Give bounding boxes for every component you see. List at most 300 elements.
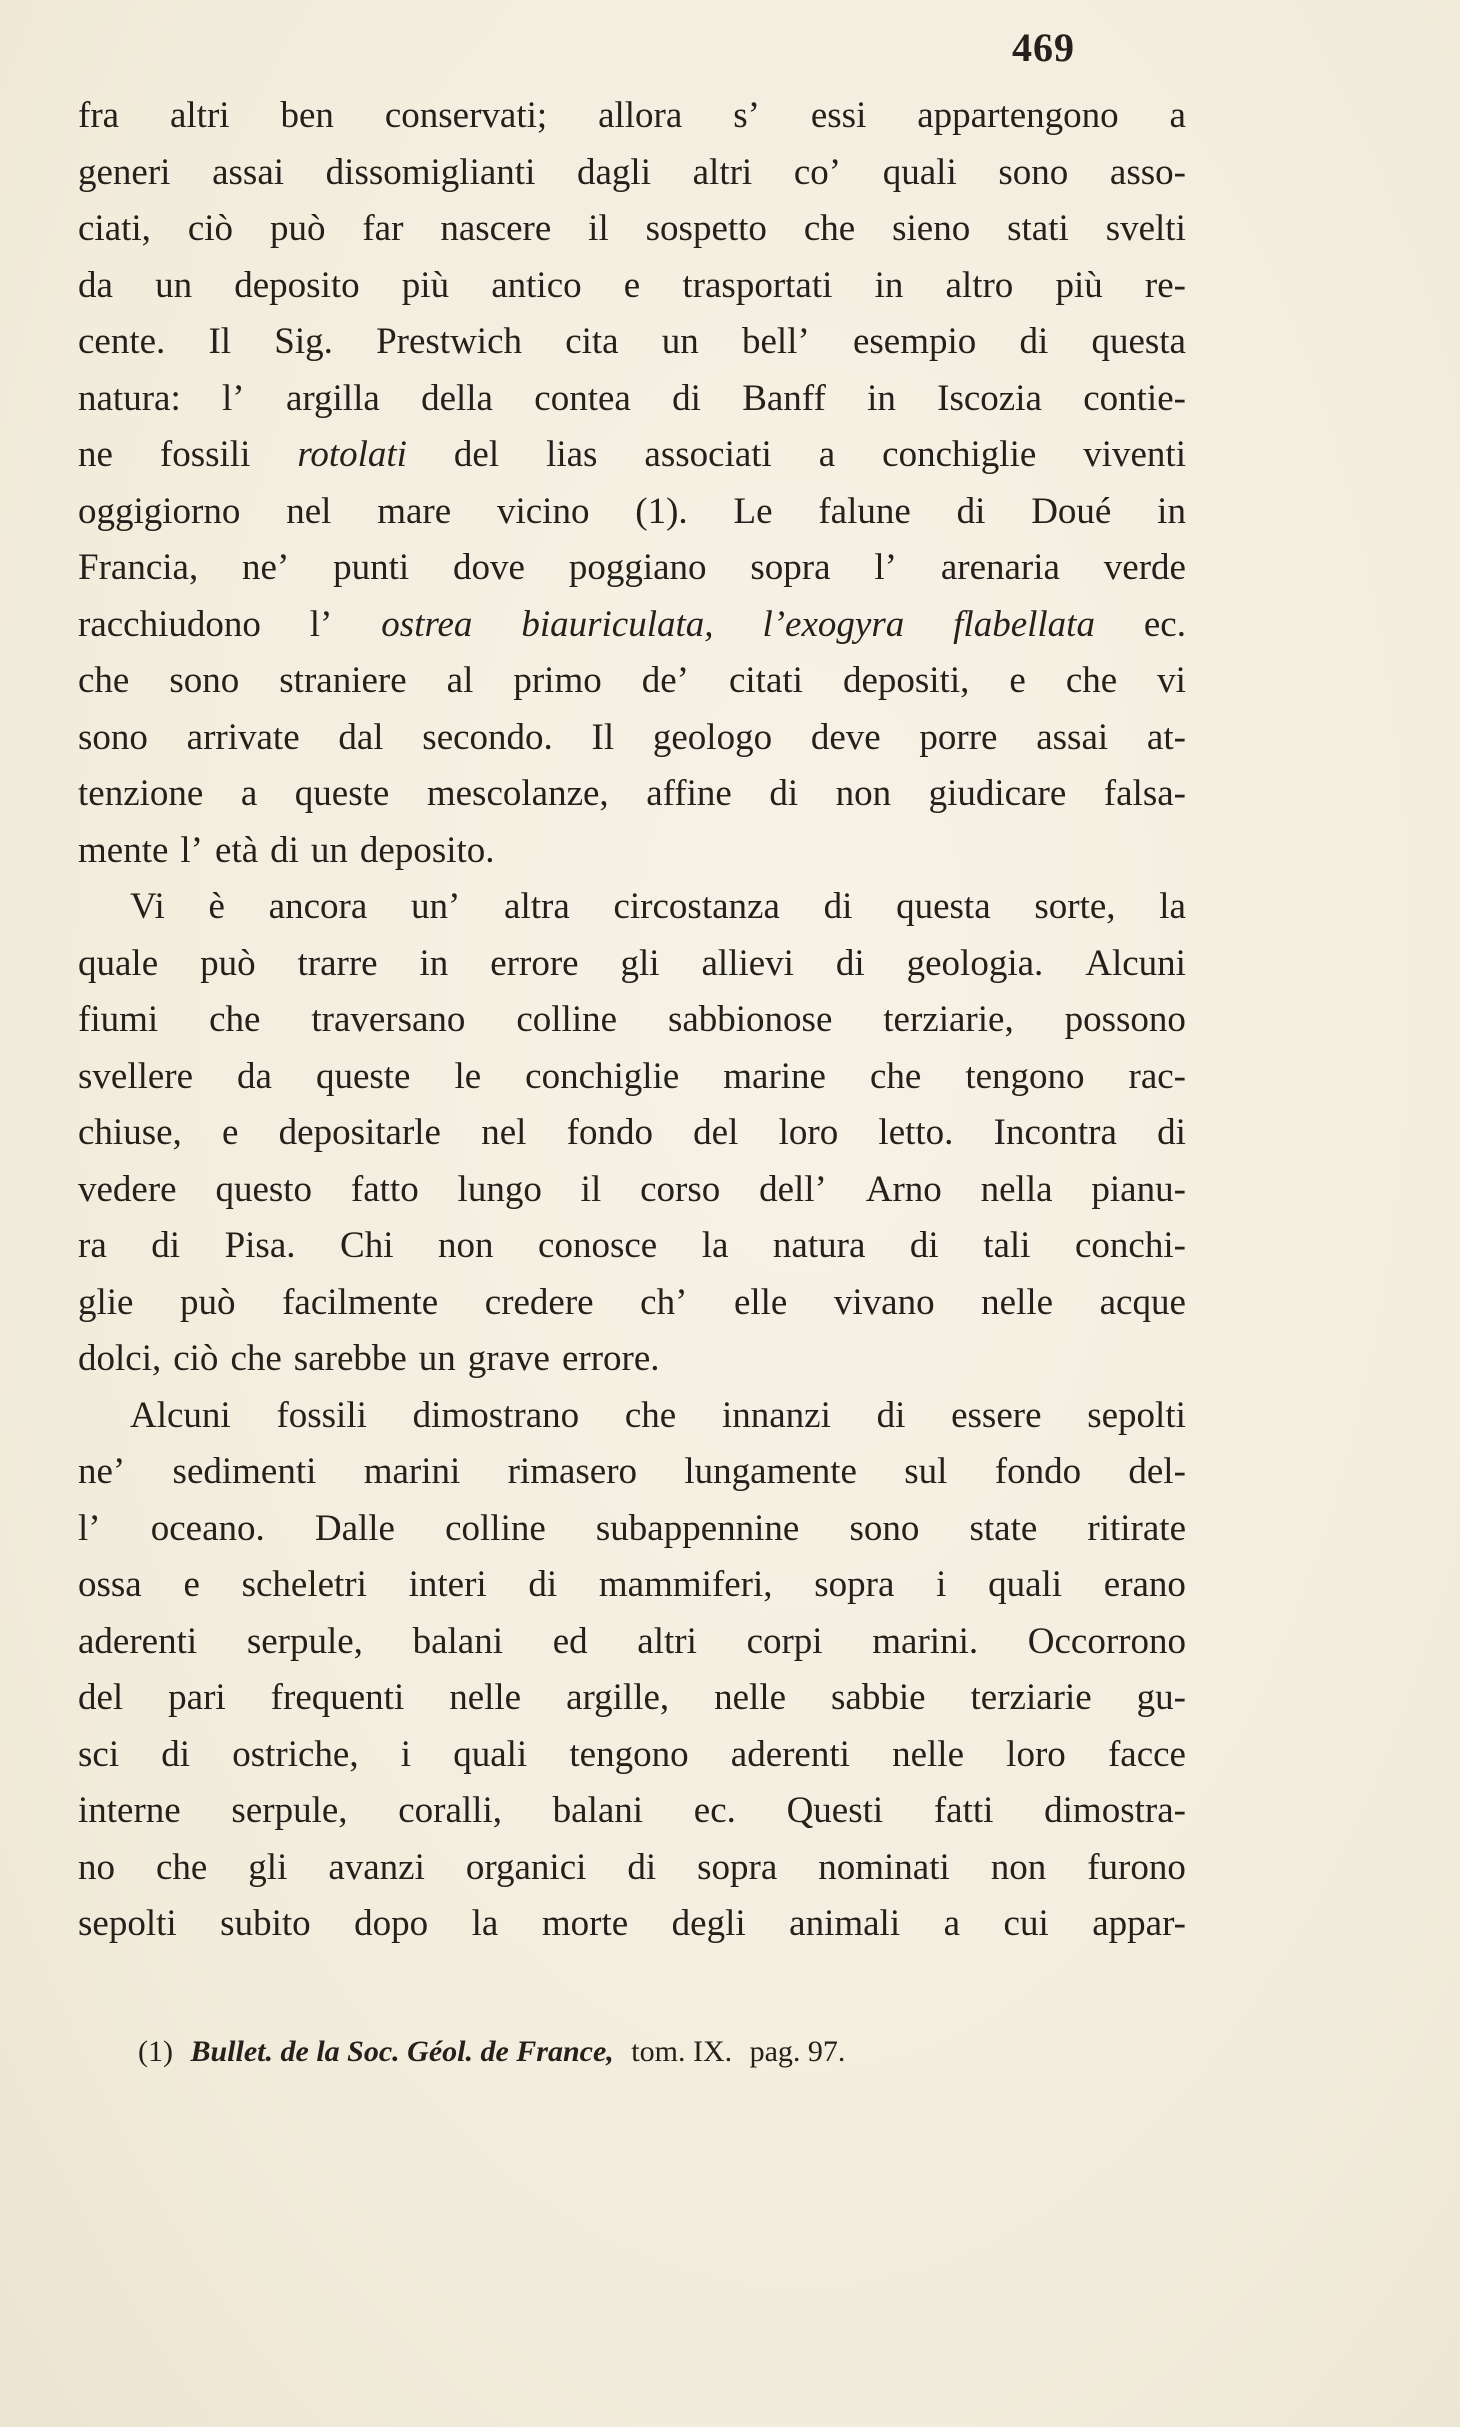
word: trarre [297,942,378,984]
word: errore. [561,1338,660,1379]
word: biauriculata, [521,603,714,645]
word: sorte, [1034,886,1116,927]
word: conosce [538,1225,658,1266]
word: Il [208,321,232,362]
word: allievi [701,942,794,984]
word: Pisa. [224,1225,296,1266]
word: di [161,1733,191,1775]
word: mescolanze, [426,773,609,814]
word: lias [546,434,598,475]
word: sopra [814,1564,895,1605]
word: no [78,1846,115,1888]
word: mente [78,829,169,871]
word: generi [78,151,171,193]
word: deposito. [359,829,495,871]
word: chiuse, [78,1112,182,1153]
word: tali [983,1225,1031,1266]
word: frequenti [270,1677,405,1718]
word: ec. [693,1790,736,1831]
word: loro [778,1112,839,1153]
word: loro [1006,1733,1066,1775]
word: da [237,1055,272,1097]
word: Sig. [274,321,333,362]
word: oceano. [150,1507,265,1549]
word: ossa [78,1564,142,1605]
word: dopo [354,1903,429,1944]
word: non [438,1225,494,1266]
word: quali [882,151,957,193]
text-line [78,201,1186,258]
text-line [78,1105,1186,1162]
word: asso- [1109,151,1186,193]
word: che [803,208,856,249]
word: lungo [457,1168,542,1210]
word: svelti [1105,208,1186,249]
word: Vi [130,886,165,927]
word: poggiano [568,547,707,588]
word: credere [484,1281,594,1323]
word: ritirate [1087,1507,1186,1549]
word: di [835,942,865,984]
word: deve [810,716,881,758]
word: co’ [793,151,842,193]
word: i [400,1733,412,1775]
word: a [1169,95,1186,136]
word: letto. [878,1112,954,1153]
word: di [627,1846,657,1888]
word: dissomiglianti [325,151,536,193]
word: le [454,1055,482,1097]
word: nel [481,1112,527,1153]
word: subappennine [595,1507,800,1549]
word: vivano [833,1281,935,1323]
word: serpule, [246,1620,363,1662]
word: racchiudono [78,603,261,645]
word: mammiferi, [598,1564,773,1605]
word: dell’ [759,1168,827,1210]
word: terziarie, [883,999,1014,1040]
word: Francia, [78,547,199,588]
word: sabbie [831,1677,926,1718]
word: ciò [173,1338,219,1379]
word: state [969,1507,1038,1549]
word: ne’ [78,1451,126,1492]
word: più [1055,264,1103,306]
word: di [1157,1112,1186,1153]
word: altra [504,886,570,927]
word: degli [671,1903,746,1944]
text-line [78,1162,1186,1219]
word: geologo [652,716,773,758]
word: Chi [340,1225,394,1266]
word: far [362,208,404,249]
word: conchiglie [882,434,1037,475]
word: di [769,773,799,814]
word: fiumi [78,999,159,1040]
word: scheletri [241,1564,367,1605]
word: corpi [746,1620,823,1662]
word: sopra [697,1846,778,1888]
word: deposito [234,264,360,306]
word: contie- [1083,377,1186,419]
word: ostriche, [232,1733,359,1775]
word: un [418,1338,456,1379]
word: rotolati [297,434,407,475]
word: natura: [78,377,181,419]
word: assai [1036,716,1109,758]
word: Iscozia [937,377,1042,419]
word: ec. [1143,603,1186,645]
word: sono [169,660,240,701]
word: aderenti [730,1733,850,1775]
word: più [401,264,450,306]
text-line [78,1670,1186,1727]
word: un [310,829,348,871]
word: gu- [1136,1677,1186,1718]
word: natura [772,1225,866,1266]
word: antico [491,264,582,306]
word: furono [1087,1846,1186,1888]
word: l’exogyra [762,603,905,645]
word: oggigiorno [78,490,241,532]
word: acque [1099,1281,1186,1323]
word: appartengono [917,95,1119,136]
word: rimasero [507,1451,638,1492]
word: un [155,264,193,306]
word: di [909,1225,939,1266]
word: (1). [635,490,688,532]
word: gli [620,942,660,984]
word: la [471,1903,499,1944]
text-line [78,484,1186,541]
word: s’ [733,95,760,136]
word: re- [1144,264,1186,306]
word: Incontra [993,1112,1117,1153]
word: serpule, [231,1790,348,1831]
word: cente. [78,321,166,362]
word: sarebbe [293,1338,407,1379]
word: fatti [933,1790,994,1831]
word: vicino [496,490,590,532]
word: di [876,1394,906,1436]
word: in [867,377,896,419]
word: che [78,660,130,701]
word: morte [541,1903,629,1944]
word: nominati [818,1846,950,1888]
word: aderenti [78,1620,198,1662]
word: falune [818,490,911,532]
word: l’ [78,1507,101,1549]
word: non [990,1846,1047,1888]
text-line [78,88,1186,145]
text-line [78,992,1186,1049]
word: altri [169,95,230,136]
word: Arno [865,1168,942,1210]
word: elle [733,1281,788,1323]
word: del [453,434,500,475]
word: grave [467,1338,550,1379]
word: sono [998,151,1069,193]
word: un [661,321,699,362]
word: fra [78,95,120,136]
text-line [78,540,1186,597]
word: che [155,1846,208,1888]
word: de’ [641,660,689,701]
word: Prestwich [376,321,523,362]
word: Occorrono [1027,1620,1186,1662]
word: e [623,264,641,306]
word: dolci, [78,1338,162,1379]
text-line [78,1840,1186,1897]
word: tenzione [78,773,204,814]
text-line [78,427,1186,484]
word: affine [646,773,732,814]
word: vedere [78,1168,177,1210]
word: che [624,1394,677,1436]
word: a [240,773,258,814]
text-line [78,936,1186,993]
word: esempio [852,321,977,362]
word: verde [1103,547,1186,588]
body-text [78,88,1186,1953]
word: sopra [750,547,831,588]
word: sul [904,1451,948,1492]
word: della [421,377,493,419]
word: quali [988,1564,1063,1605]
word: l’ [309,603,333,645]
word: conchi- [1074,1225,1186,1266]
footnote-marker: (1) [138,2035,173,2068]
word: marini. [872,1620,979,1662]
word: sci [78,1733,120,1775]
word: secondo. [422,716,553,758]
word: fossili [276,1394,367,1436]
word: corso [640,1168,721,1210]
text-line [78,314,1186,371]
word: ciati, [78,208,151,249]
word: flabellata [953,603,1095,645]
word: che [1065,660,1118,701]
word: e [183,1564,200,1605]
word: ed [552,1620,588,1662]
word: sepolti [78,1903,177,1944]
word: tengono [569,1733,689,1775]
word: dimostra- [1044,1790,1186,1831]
word: Questi [786,1790,884,1831]
word: ch’ [640,1281,688,1323]
word: di [956,490,986,532]
word: di [823,886,853,927]
word: lungamente [684,1451,857,1492]
word: Il [591,716,615,758]
word: bell’ [741,321,810,362]
word: terziarie [970,1677,1092,1718]
word: vi [1157,660,1186,701]
word: l’ [874,547,897,588]
word: mare [377,490,452,532]
word: erano [1103,1564,1186,1605]
word: in [874,264,904,306]
word: che [209,999,261,1040]
word: ra [78,1225,107,1266]
text-line [78,1049,1186,1106]
word: fatto [350,1168,419,1210]
word: nascere [440,208,552,249]
word: al [446,660,474,701]
word: altri [692,151,753,193]
word: essere [951,1394,1042,1436]
word: in [419,942,449,984]
word: in [1157,490,1186,532]
word: questo [215,1168,313,1210]
word: è [208,886,225,927]
word: quale [78,942,159,984]
text-line [78,258,1186,315]
word: nelle [714,1677,787,1718]
word: fondo [994,1451,1082,1492]
word: possono [1064,999,1186,1040]
word: trasportati [682,264,833,306]
word: altro [945,264,1014,306]
text-line [78,1501,1186,1558]
word: balani [552,1790,644,1831]
word: Dalle [314,1507,395,1549]
word: un’ [410,886,461,927]
word: queste [315,1055,411,1097]
word: primo [513,660,602,701]
word: circostanza [613,886,780,927]
text-line [78,710,1186,767]
text-line [78,1783,1186,1840]
word: contea [534,377,631,419]
word: Banff [742,377,826,419]
word: argilla [285,377,380,419]
text-line [78,1557,1186,1614]
word: straniere [279,660,407,701]
word: dal [338,716,384,758]
word: marine [723,1055,826,1097]
word: di [151,1225,181,1266]
word: quali [453,1733,528,1775]
word: a [818,434,836,475]
word: del [693,1112,739,1153]
word: sabbionose [667,999,833,1040]
word: dove [453,547,525,588]
word: ne’ [242,547,290,588]
text-line [78,1388,1186,1445]
text-line [78,1218,1186,1275]
text-line [78,879,1186,936]
word: citati [728,660,803,701]
word: queste [294,773,390,814]
text-line [78,371,1186,428]
word: glie [78,1281,134,1323]
footnote-source: Bullet. de la Soc. Géol. de France, [190,2035,614,2068]
word: del [78,1677,124,1718]
word: arrivate [186,716,300,758]
word: nelle [449,1677,522,1718]
word: subito [220,1903,311,1944]
word: essi [810,95,867,136]
word: ancora [268,886,368,927]
word: età [215,829,259,871]
word: Doué [1031,490,1112,532]
word: la [1159,886,1186,927]
word: gli [248,1846,288,1888]
word: cui [1003,1903,1049,1944]
word: organici [465,1846,587,1888]
word: fossili [159,434,251,475]
word: può [269,208,326,249]
word: facilmente [282,1281,439,1323]
word: sono [849,1507,920,1549]
word: interi [408,1564,487,1605]
word: il [588,208,609,249]
word: di [528,1564,558,1605]
footnote-page: pag. 97. [749,2035,846,2068]
word: la [701,1225,729,1266]
word: nel [286,490,332,532]
word: di [672,377,701,419]
word: questa [1091,321,1186,362]
word: Le [733,490,773,532]
word: nelle [892,1733,964,1775]
word: animali [789,1903,901,1944]
word: ben [280,95,334,136]
word: rac- [1128,1055,1186,1097]
word: punti [333,547,410,588]
word: allora [598,95,683,136]
word: appar- [1092,1903,1186,1944]
word: ne [78,434,113,475]
text-line [78,1896,1186,1953]
word: pianu- [1091,1168,1186,1210]
text-line [78,823,1186,880]
word: l’ [180,829,204,871]
word: viventi [1083,434,1186,475]
word: pari [168,1677,226,1718]
word: sepolti [1087,1394,1186,1436]
text-line [78,653,1186,710]
word: e [222,1112,239,1153]
word: depositi, [842,660,970,701]
word: ciò [187,208,234,249]
word: altri [637,1620,697,1662]
word: di [270,829,299,871]
word: può [200,942,256,984]
word: innanzi [721,1394,831,1436]
word: conservati; [384,95,548,136]
word: associati [644,434,772,475]
word: errore [490,942,579,984]
word: del- [1128,1451,1186,1492]
word: interne [78,1790,181,1831]
word: assai [212,151,285,193]
text-line [78,145,1186,202]
word: geologia. [906,942,1044,984]
word: argille, [566,1677,670,1718]
word: colline [445,1507,546,1549]
word: Alcuni [1085,942,1186,984]
word: sono [78,716,148,758]
word: avanzi [328,1846,425,1888]
word: da [78,264,113,306]
word: di [1019,321,1049,362]
text-line [78,597,1186,654]
word: arenaria [940,547,1060,588]
word: cita [565,321,619,362]
word: svellere [78,1055,194,1097]
